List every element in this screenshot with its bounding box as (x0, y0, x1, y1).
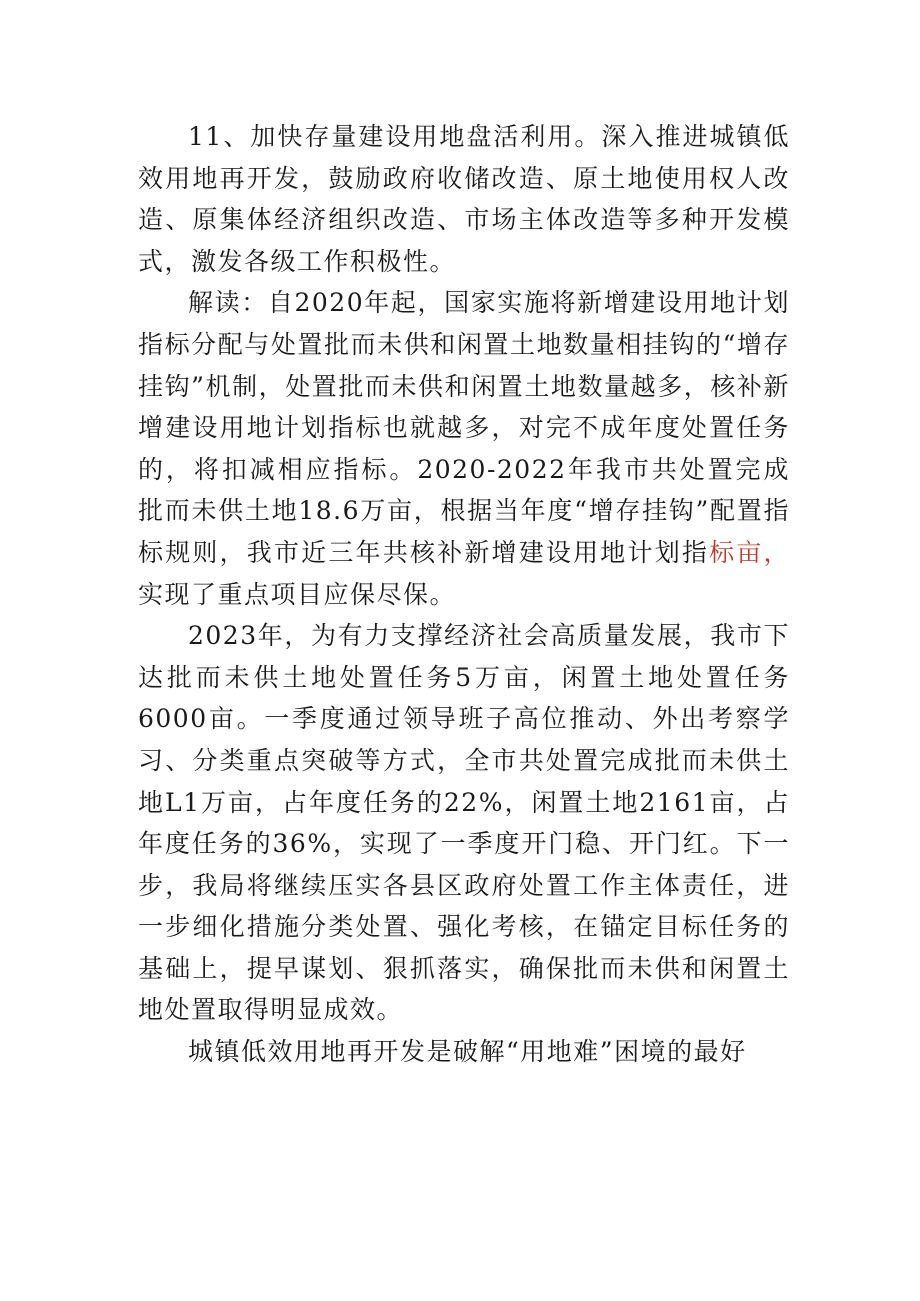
interpretation-text-before: 解读：自2020年起，国家实施将新增建设用地计划指标分配与处置批而未供和闲置土地数量相挂钩的“增存挂钩”机制，处置批而未供和闲置土地数量越多，核补新增建设用地计划指标也就越多，对完不成年度处置任务的，将扣减相应指标。2020-2022年我市共处置完成批而未供土地18.6万亩，根据当年度“增存挂钩”配置指标规则，我市近三年共核补新增建设用地计划指 (138, 288, 790, 567)
document-body (138, 116, 790, 1073)
highlighted-text: 标亩， (709, 537, 790, 567)
paragraph-interpretation (138, 282, 790, 615)
paragraph-urban-land: 城镇低效用地再开发是破解“用地难”困境的最好 (188, 1037, 747, 1067)
paragraph-2023: 2023年，为有力支撑经济社会高质量发展，我市下达批而未供土地处置任务5万亩，闲置土地处置任务6000亩。一季度通过领导班子高位推动、外出考察学习、分类重点突破等方式，全市共处置完成批而未供土地L1万亩，占年度任务的22%，闲置土地2161亩，占年度任务的36%，实现了一季度开门稳、开门红。下一步，我局将继续压实各县区政府处置工作主体责任，进一步细化措施分类处置、强化考核，在锚定目标任务的基础上，提早谋划、狠抓落实，确保批而未供和闲置土地处置取得明显成效。 (138, 621, 790, 1025)
interpretation-text-after: 实现了重点项目应保尽保。 (138, 579, 457, 609)
paragraph-item-11: 11、加快存量建设用地盘活利用。深入推进城镇低效用地再开发，鼓励政府收储改造、原土地使用权人改造、原集体经济组织改造、市场主体改造等多种开发模式，激发各级工作积极性。 (138, 122, 790, 276)
